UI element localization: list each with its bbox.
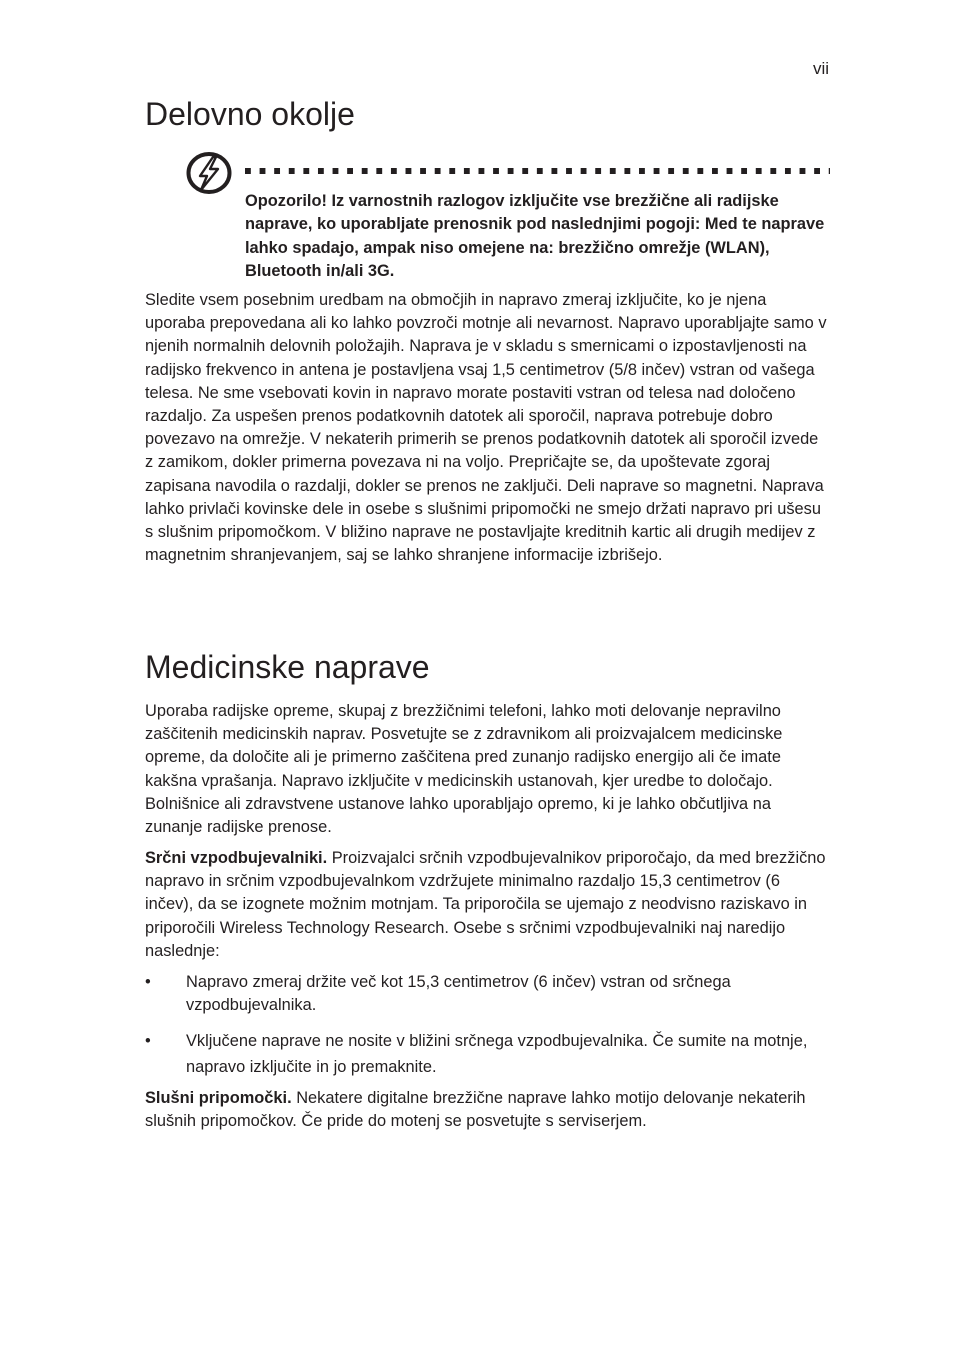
hearing-aids-lead: Slušni pripomočki. — [145, 1089, 292, 1107]
hearing-aids-paragraph — [145, 1087, 830, 1133]
pacemakers-paragraph — [145, 847, 830, 963]
warning-text: Opozorilo! Iz varnostnih razlogov izključite vse brezžične ali radijske naprave, ko uporabljate prenosnik pod naslednjimi pogoji: Med te naprave lahko spadajo, ampak niso omejene na: brezžično omrežje (WLAN), Bluetooth in/ali 3G. — [245, 192, 825, 280]
working-environment-paragraph: Sledite vsem posebnim uredbam na območjih in napravo zmeraj izključite, ko je njena uporaba prepovedana ali ko lahko povzroči motnje ali nevarnost. Napravo uporabljajte samo v njenih normalnih delovnih položajih. Naprava je v skladu s smernicami o izpostavljenosti na radijsko frekvenco in antena je postavljena vsaj 1,5 centimetrov (5/8 inčev) vstran od vašega telesa. Ne sme vsebovati kovin in napravo morate postaviti vstran od telesa nad določeno razdaljo. Za uspešen prenos podatkovnih datotek ali sporočil, naprava potrebuje dobro povezavo na omrežje. V nekaterih primerih se prenos podatkovnih datotek ali sporočil izvede z zamikom, dokler primerna povezava ni na voljo. Prepričajte se, da upoštevate zgoraj zapisana navodila o razdalji, dokler se prenos ne zaključi. Deli naprave so magnetni. Naprava lahko privlači kovinske dele in osebe s slušnimi pripomočki ne smejo držati napravo pri ušesu s slušnim pripomočkom. V bližino naprave ne postavljajte kreditnih kartic ali drugih medijev z magnetnim shranjevanjem, saj se lahko shranjene informacije izbrišejo. — [145, 291, 827, 565]
warning-bolt-icon — [185, 150, 233, 196]
list-item — [145, 1028, 830, 1080]
section-heading-working-environment: Delovno okolje — [145, 96, 355, 132]
pacemakers-text: Proizvajalci srčnih vzpodbujevalnikov priporočajo, da med brezžično napravo in srčnim vzpodbujevalnkom vzdržujete minimalno razdaljo 15,3 centimetrov (6 inčev), da se izognete možnim motnjam. Ta priporočila se ujemajo z neodvisno raziskavo in priporočili Wireless Technology Research. Osebe s srčnimi vzpodbujevalniki naj naredijo naslednje: — [145, 849, 826, 960]
bullet-marker: • — [145, 1032, 151, 1050]
list-item — [145, 971, 830, 1017]
pacemakers-lead: Srčni vzpodbujevalniki. — [145, 849, 328, 867]
bullet-marker: • — [145, 973, 151, 991]
page-number: vii — [812, 59, 829, 78]
list-item-text: Napravo zmeraj držite več kot 15,3 centimetrov (6 inčev) vstran od srčnega vzpodbujevalnika. — [186, 973, 731, 1015]
medical-devices-paragraph: Uporaba radijske opreme, skupaj z brezžičnimi telefoni, lahko moti delovanje nepravilno zaščitenih medicinskih naprav. Posvetujte se z zdravnikom ali proizvajalcem medicinske opreme, da določite ali je primerno zaščitena pred zunanjo radijsko energijo ali če imate kakšna vprašanja. Napravo izključite v medicinskih ustanovah, kjer uredbe to določajo. Bolnišnice ali zdravstvene ustanove lahko uporabljajo opremo, ki je lahko občutljiva na zunanje radijske prenose. — [145, 702, 783, 837]
hearing-aids-text: Nekatere digitalne brezžične naprave lahko motijo delovanje nekaterih slušnih pripomočkov. Če pride do motenj se posvetujte s serviserjem. — [145, 1089, 806, 1131]
section-heading-medical-devices: Medicinske naprave — [145, 649, 430, 685]
warning-dotted-rule — [245, 168, 830, 174]
list-item-text: Vključene naprave ne nosite v bližini srčnega vzpodbujevalnika. Če sumite na motnje, napravo izključite in jo premaknite. — [186, 1032, 808, 1076]
